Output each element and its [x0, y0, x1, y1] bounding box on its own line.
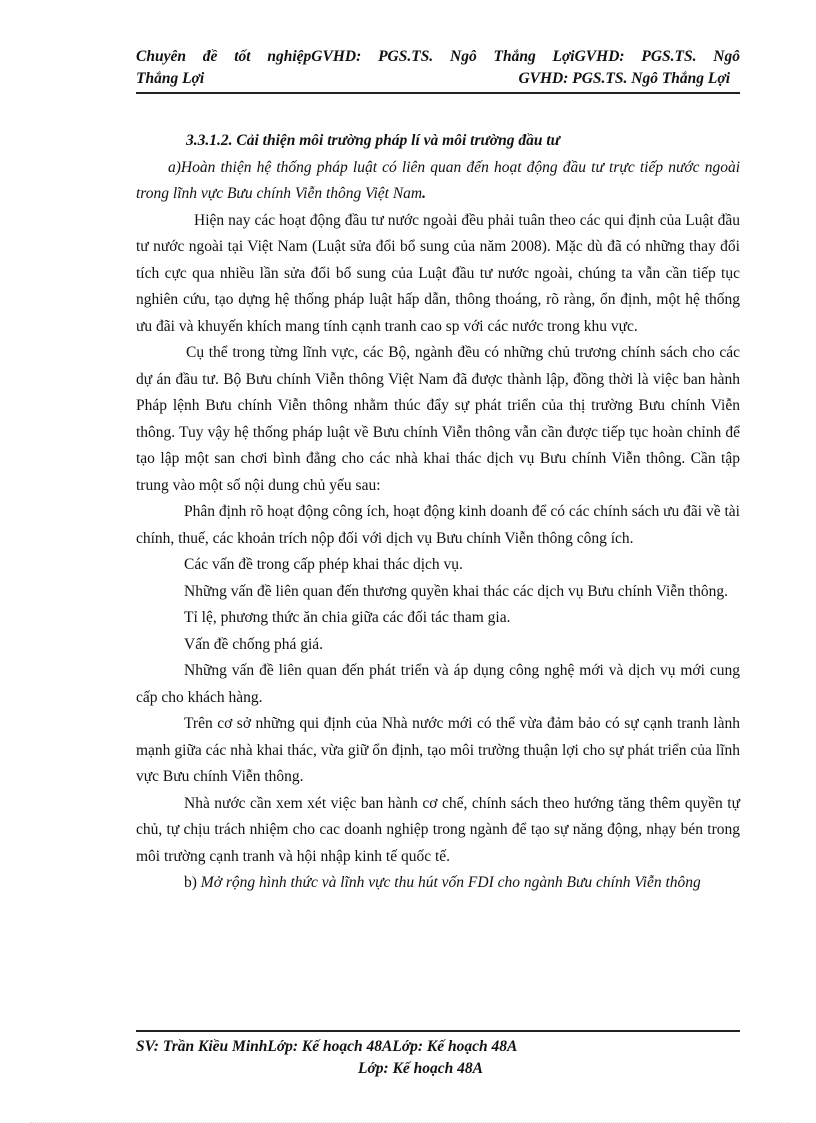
subsection-b-text: Mở rộng hình thức và lĩnh vực thu hút vốn FDI cho ngành Bưu chính Viễn thông: [200, 874, 701, 891]
paragraph-4: Các vấn đề trong cấp phép khai thác dịch vụ.: [184, 556, 463, 573]
header-line-2: [136, 68, 740, 90]
document-body: [136, 128, 740, 897]
paragraph-7: Vấn đề chống phá giá.: [184, 635, 324, 653]
subsection-a-dot: .: [422, 185, 426, 202]
paragraph-6: Tỉ lệ, phương thức ăn chia giữa các đối tác tham gia.: [184, 609, 511, 626]
subsection-a-heading: [136, 155, 740, 208]
paragraph-5: Những vấn đề liên quan đến thương quyền khai thác các dịch vụ Bưu chính Viễn thông.: [184, 582, 728, 600]
footer-line-1: SV: Trần Kiều MinhLớp: Kế hoạch 48ALớp: Kế hoạch 48A: [136, 1038, 518, 1055]
page-header: [136, 46, 740, 94]
paragraph-10: Nhà nước cần xem xét việc ban hành cơ chế, chính sách theo hướng tăng thêm quyền tự chủ, tự chịu trách nhiệm cho cac doanh nghiệp trong ngành để tạo sự năng động, nhạy bén trong môi trường cạnh tranh và hội nhập kinh tế quốc tế.: [136, 794, 740, 865]
paragraph-2: Cụ thể trong từng lĩnh vực, các Bộ, ngành đều có những chủ trương chính sách cho các dự án đầu tư. Bộ Bưu chính Viễn thông Việt Nam đã được thành lập, đồng thời là việc ban hành Pháp lệnh Bưu chính Viễn thông nhằm thúc đẩy sự phát triển của thị trường Bưu chính Viễn thông. Tuy vậy hệ thống pháp luật về Bưu chính Viễn thông vẫn cần được tiếp tục hoàn chỉnh để tạo lập một san chơi bình đẳng cho các nhà khai thác dịch vụ Bưu chính Viễn thông. Cần tập trung vào một số nội dung chủ yếu sau:: [136, 344, 740, 494]
header-line-1: Chuyên đề tốt nghiệpGVHD: PGS.TS. Ngô Thắng LợiGVHD: PGS.TS. Ngô: [136, 48, 740, 65]
paragraph-1: Hiện nay các hoạt động đầu tư nước ngoài đều phải tuân theo các qui định của Luật đầu tư nước ngoài tại Việt Nam (Luật sửa đổi bổ sung của năm 2008). Mặc dù đã có những thay đổi tích cực qua nhiều lần sửa đổi bổ sung của Luật đầu tư nước ngoài, chúng ta vẫn cần tiếp tục nghiên cứu, tạo dựng hệ thống pháp luật hấp dẫn, thông thoáng, rõ ràng, ổn định, một hệ thống ưu đãi và khuyến khích mang tính cạnh tranh cao sp với các nước trong khu vực.: [136, 211, 740, 335]
paragraph-9: Trên cơ sở những qui định của Nhà nước mới có thể vừa đảm bảo có sự cạnh tranh lành mạnh giữa các nhà khai thác, vừa giữ ổn định, tạo môi trường thuận lợi cho sự phát triển của lĩnh vực Bưu chính Viễn thông.: [136, 715, 740, 785]
header-line-2-left: Thắng Lợi: [136, 70, 205, 87]
paragraph-3: Phân định rõ hoạt động công ích, hoạt động kinh doanh để có các chính sách ưu đãi về tài chính, thuế, các khoản trích nộp đối với dịch vụ Bưu chính Viễn thông công ích.: [136, 503, 740, 547]
section-heading: 3.3.1.2. Cải thiện môi trường pháp lí và môi trường đầu tư: [186, 132, 560, 149]
subsection-a-text: a)Hoàn thiện hệ thống pháp luật có liên quan đến hoạt động đầu tư trực tiếp nước ngoài trong lĩnh vực Bưu chính Viễn thông Việt Nam: [136, 158, 740, 202]
paragraph-8: Những vấn đề liên quan đến phát triển và áp dụng công nghệ mới và dịch vụ mới cung cấp cho khách hàng.: [136, 662, 740, 706]
page-footer: [136, 1030, 740, 1080]
footer-line-2: Lớp: Kế hoạch 48A: [358, 1060, 483, 1077]
header-line-2-right: GVHD: PGS.TS. Ngô Thắng Lợi: [518, 70, 730, 87]
subsection-b-heading: [136, 870, 740, 897]
subsection-b-prefix: b): [184, 874, 201, 891]
